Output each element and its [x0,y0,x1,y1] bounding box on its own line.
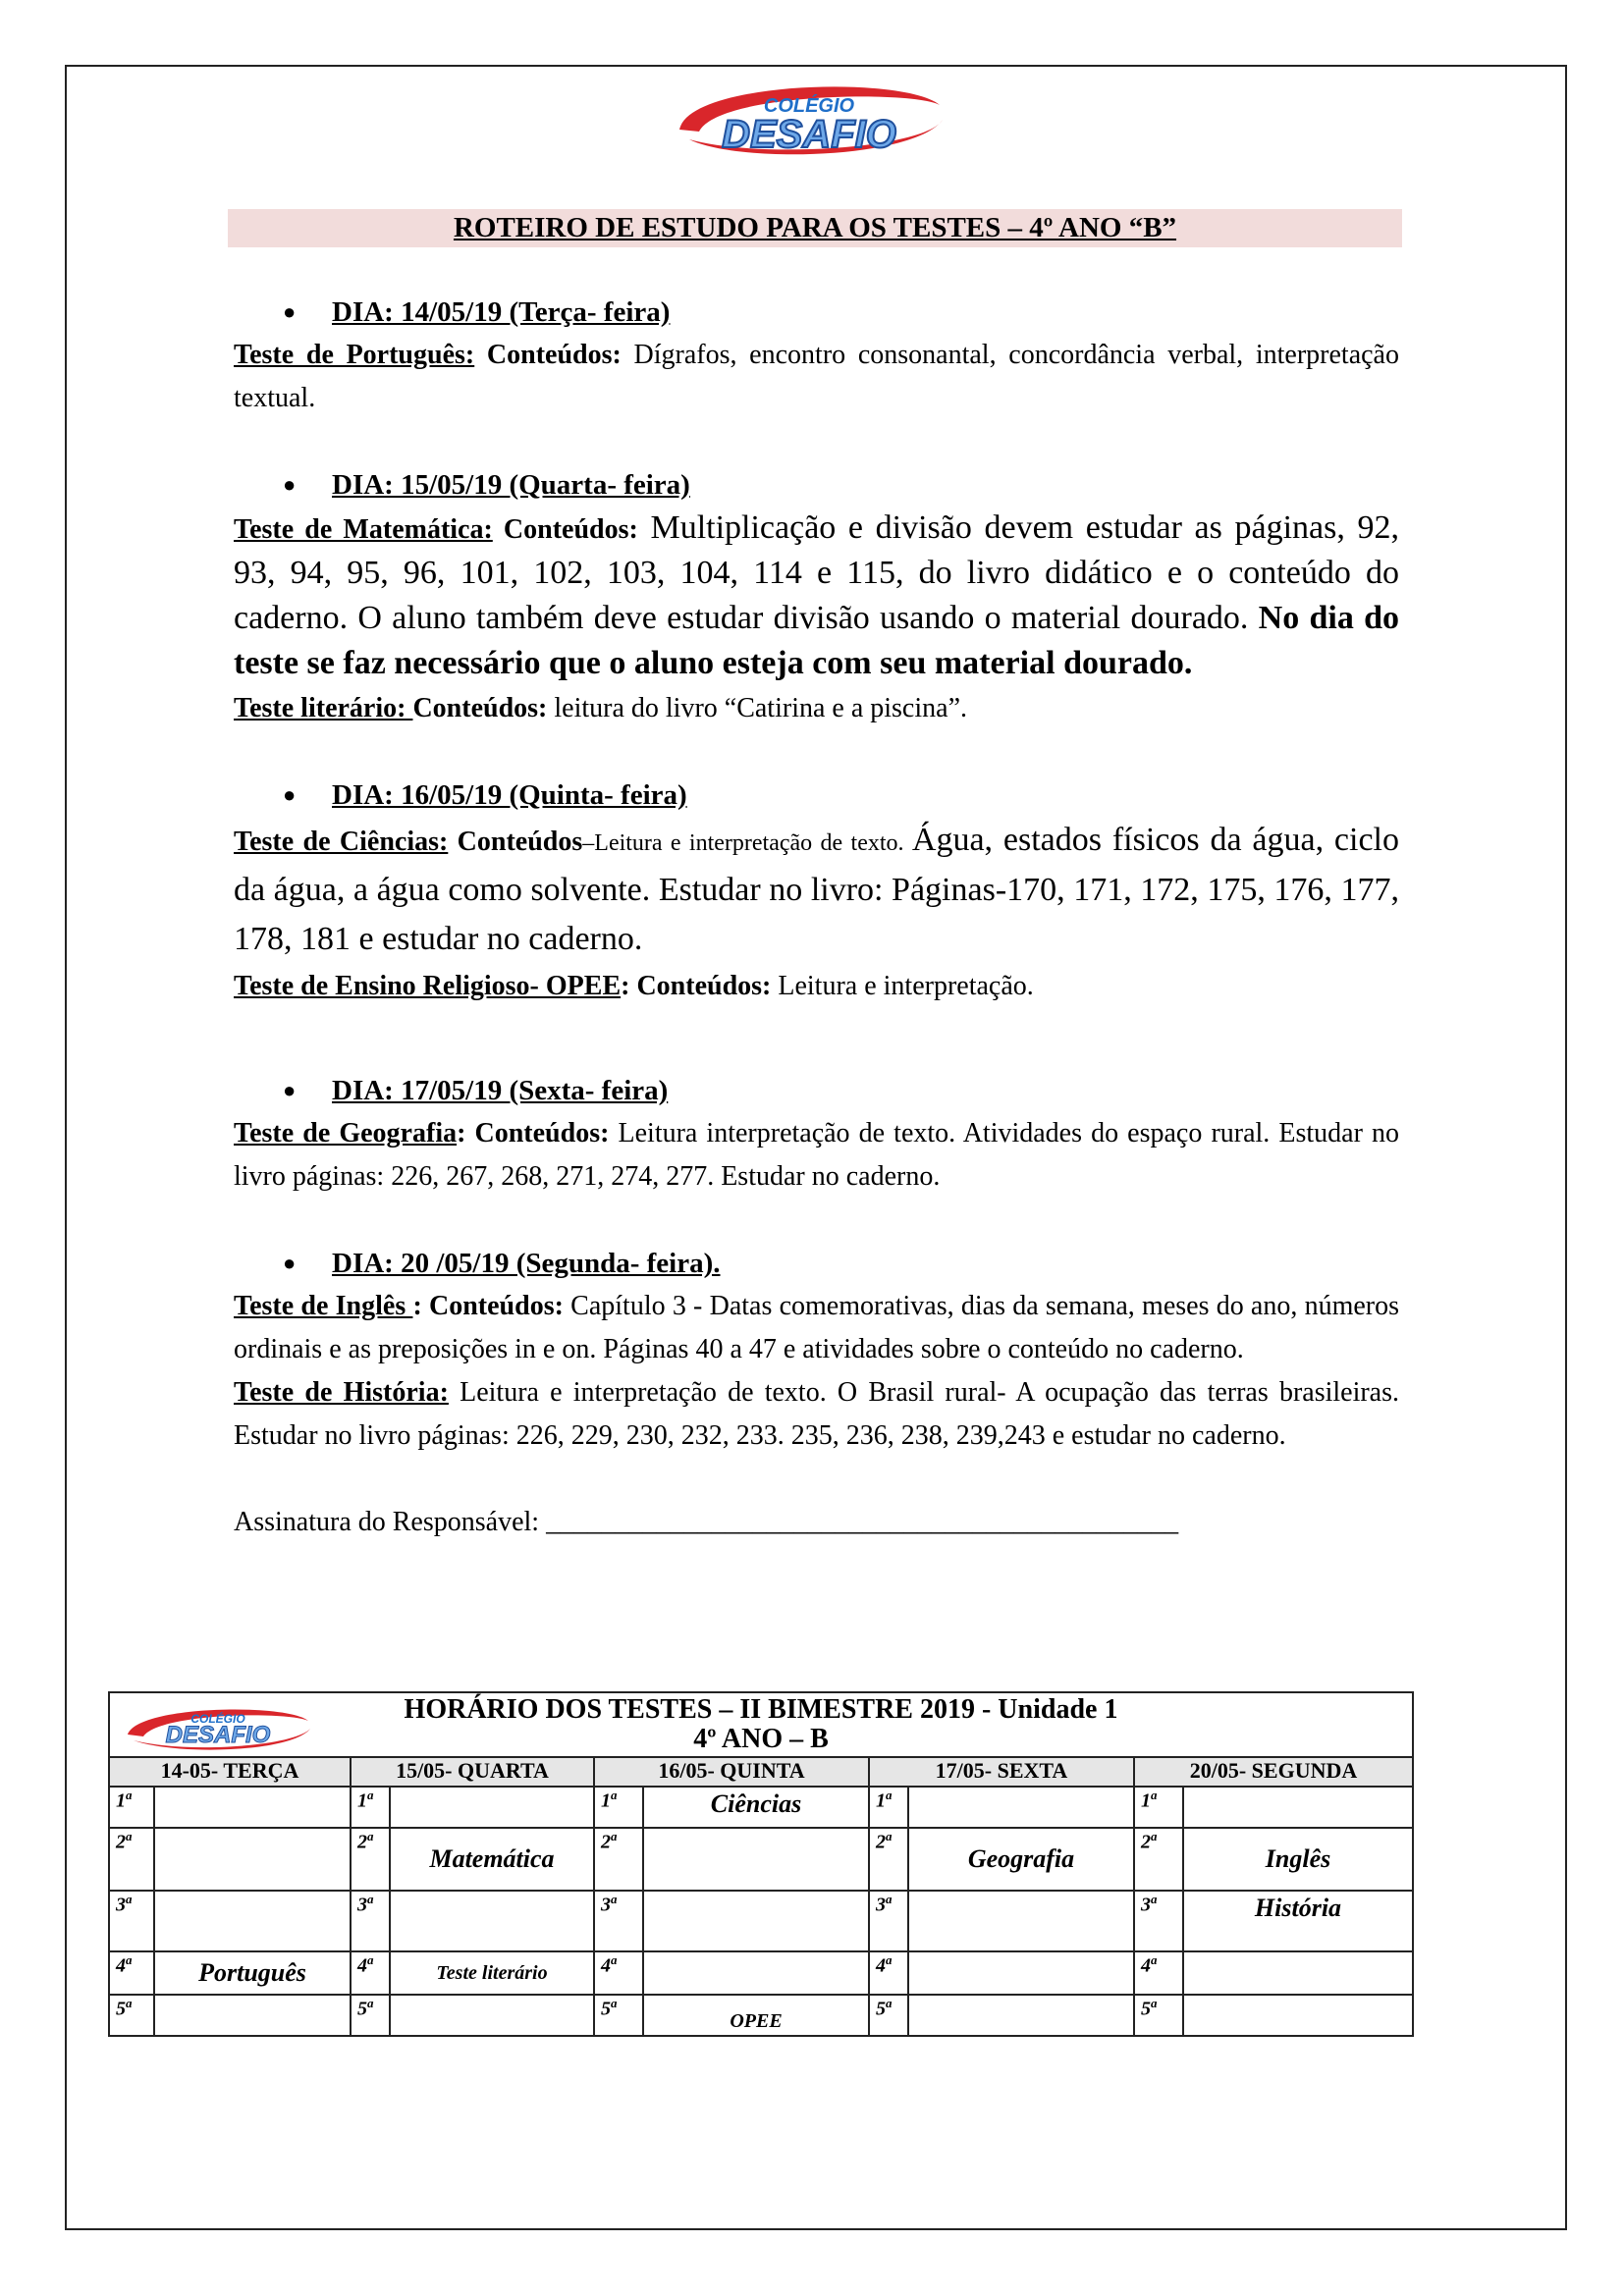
paragraph: Teste de Ciências: Conteúdos–Leitura e interpretação de texto. Água, estados físicos da água, ciclo da água, a água como solvente. Estudar no livro: Páginas-170, 171, 172, 175, 176, 177, 178, 181 e estudar no caderno. [234,822,1400,957]
paragraph: Teste de Inglês : Conteúdos: Capítulo 3 - Datas comemorativas, dias da semana, meses do ano, números ordinais e as preposições in e on. Páginas 40 a 47 e atividades sobre o conteúdo no caderno. [234,1291,1400,1364]
table-row: 5$^a$ 5$^a$ 5$^a$ OPEE 5$^a$ 5$^a$ [109,1995,1413,2036]
bullet-icon: ● [283,1078,297,1102]
svg-text:DESAFIO: DESAFIO [722,113,896,156]
header-cell: 16/05- QUINTA [594,1757,869,1787]
table-row: 2$^a$ 2$^a$ Matemática 2$^a$ 2$^a$ Geografia 2$^a$ Inglês [109,1828,1413,1891]
paragraph: Teste de Português: Conteúdos: Dígrafos, encontro consonantal, concordância verbal, interpretação textual. [234,340,1399,413]
table-row: 1$^a$ 1$^a$ 1$^a$ Ciências 1$^a$ 1$^a$ [109,1787,1413,1828]
bullet-icon: ● [283,299,297,324]
paragraph: Teste de Ensino Religioso- OPEE: Conteúdos: Leitura e interpretação. [234,971,1034,1001]
schedule-header-row [109,1757,1413,1787]
day-heading: ● DIA: 14/05/19 (Terça- feira) [234,291,1399,334]
day-heading: ● DIA: 16/05/19 (Quinta- feira) [234,774,1399,817]
paragraph: Teste de História: Leitura e interpretação de texto. O Brasil rural- A ocupação das terras brasileiras. Estudar no livro páginas: 226, 229, 230, 232, 233. 235, 236, 238, 239,243 e estudar no caderno. [234,1377,1400,1451]
table-row: 3$^a$ 3$^a$ 3$^a$ 3$^a$ 3$^a$ História [109,1891,1413,1951]
signature-line: Assinatura do Responsável: ______________________________________________ [234,1507,1179,1537]
day-heading: ● DIA: 15/05/19 (Quarta- feira) [234,463,1399,507]
svg-text:DESAFIO: DESAFIO [165,1722,271,1748]
cell-ciencias: Ciências [643,1787,869,1828]
bullet-icon: ● [283,472,297,497]
header-cell: 20/05- SEGUNDA [1134,1757,1413,1787]
cell-opee: OPEE [643,1995,869,2036]
colegio-desafio-logo [660,71,954,169]
svg-text:COLÉGIO: COLÉGIO [763,95,855,117]
cell-geografia: Geografia [908,1828,1134,1891]
cell-ingles: Inglês [1183,1828,1413,1891]
svg-text:COLÉGIO: COLÉGIO [190,1712,245,1726]
cell-portugues: Português [154,1951,351,1995]
cell-matematica: Matemática [390,1828,594,1891]
day-heading: ● DIA: 17/05/19 (Sexta- feira) [234,1069,1399,1112]
paragraph: Teste de Matemática: Conteúdos: Multiplicação e divisão devem estudar as páginas, 92, 93, 94, 95, 96, 101, 102, 103, 104, 114 e 115, do livro didático e o conteúdo do caderno. O aluno também deve estudar divisão usando o material dourado. No dia do teste se faz necessário que o aluno esteja com seu material dourado. [234,509,1399,681]
study-guide [234,291,1399,1544]
bullet-icon: ● [283,1251,297,1275]
header-cell: 15/05- QUARTA [351,1757,594,1787]
colegio-desafio-logo-small [120,1699,316,1754]
header-cell: 14-05- TERÇA [109,1757,351,1787]
schedule-table [108,1691,1414,2037]
table-row: 4$^a$ Português 4$^a$ Teste literário 4$^a$ 4$^a$ 4$^a$ [109,1951,1413,1995]
day-heading: ● DIA: 20 /05/19 (Segunda- feira). [234,1242,1399,1285]
cell-teste-literario: Teste literário [390,1951,594,1995]
title-banner: ROTEIRO DE ESTUDO PARA OS TESTES – 4º ANO “B” [228,209,1402,247]
bullet-icon: ● [283,782,297,807]
cell-historia: História [1183,1891,1413,1951]
header-cell: 17/05- SEXTA [869,1757,1134,1787]
paragraph: Teste literário: Conteúdos: leitura do livro “Catirina e a piscina”. [234,693,967,723]
schedule-title: COLÉGIO DESAFIO HORÁRIO DOS TESTES – II BIMESTRE 2019 - Unidade 1 4º ANO – B [109,1692,1413,1757]
paragraph: Teste de Geografia: Conteúdos: Leitura interpretação de texto. Atividades do espaço rural. Estudar no livro páginas: 226, 267, 268, 271, 274, 277. Estudar no caderno. [234,1118,1400,1192]
